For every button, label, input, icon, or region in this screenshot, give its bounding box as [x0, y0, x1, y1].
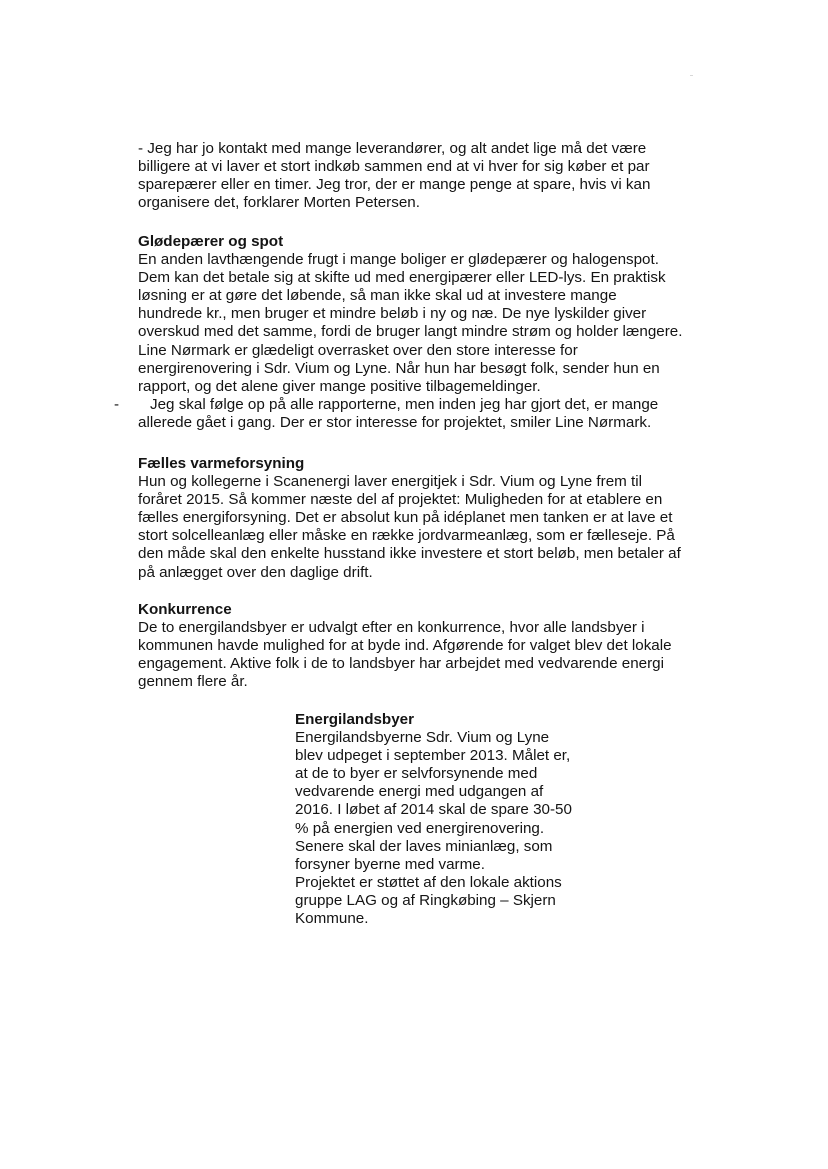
- text-line: gennem flere år.: [138, 673, 248, 691]
- quote-text: Jeg skal følge op på alle rapporterne, men inden jeg har gjort det, er mange: [150, 395, 659, 413]
- text-line: fælles energiforsyning. Det er absolut kun på idéplanet men tanken er at lave et: [138, 509, 673, 527]
- section-heading: Konkurrence: [138, 601, 232, 618]
- text-line: En anden lavthængende frugt i mange boliger er glødepærer og halogenspot.: [138, 251, 659, 269]
- text-line: engagement. Aktive folk i de to landsbyer har arbejdet med vedvarende energi: [138, 655, 664, 673]
- section-bulbs: [114, 233, 718, 432]
- scan-speck: [690, 75, 693, 76]
- section-heading: Fælles varmeforsyning: [138, 455, 305, 472]
- text-line: gruppe LAG og af Ringkøbing – Skjern: [295, 891, 556, 909]
- list-dash-marker: -: [114, 395, 120, 413]
- section-heading: Glødepærer og spot: [138, 233, 284, 250]
- quote-line: allerede gået i gang. Der er stor interesse for projektet, smiler Line Nørmark.: [138, 413, 652, 431]
- text-line: Kommune.: [295, 910, 369, 928]
- text-line: % på energien ved energirenovering.: [295, 819, 545, 837]
- text-line: Energilandsbyerne Sdr. Vium og Lyne: [295, 729, 550, 747]
- text-line: sparepærer eller en timer. Jeg tror, der er mange penge at spare, hvis vi kan: [138, 176, 651, 194]
- section-heating: [138, 455, 718, 582]
- text-line: - Jeg har jo kontakt med mange leverandører, og alt andet lige må det være: [138, 140, 647, 157]
- text-line: at de to byer er selvforsynende med: [295, 765, 538, 783]
- text-line: forsyner byerne med varme.: [295, 855, 485, 873]
- text-line: på anlægget over den daglige drift.: [138, 563, 373, 581]
- text-line: foråret 2015. Så kommer næste del af projektet: Muligheden for at etablere en: [138, 491, 663, 509]
- quote-line: [114, 395, 718, 414]
- text-line: 2016. I løbet af 2014 skal de spare 30-50: [295, 801, 572, 819]
- text-line: vedvarende energi med udgangen af: [295, 783, 544, 801]
- factbox-energy-villages: [295, 711, 595, 928]
- text-line: Hun og kollegerne i Scanenergi laver energitjek i Sdr. Vium og Lyne frem til: [138, 473, 642, 491]
- text-line: billigere at vi laver et stort indkøb sammen end at vi hver for sig køber et par: [138, 158, 650, 176]
- text-line: organisere det, forklarer Morten Petersen.: [138, 194, 420, 212]
- text-line: overskud med det samme, fordi de bruger langt mindre strøm og holder længere.: [138, 323, 683, 341]
- factbox-heading: Energilandsbyer: [295, 711, 415, 728]
- text-line: kommunen havde mulighed for at byde ind. Afgørende for valget blev det lokale: [138, 637, 672, 655]
- text-line: Projektet er støttet af den lokale aktions: [295, 873, 562, 891]
- text-line: energirenovering i Sdr. Vium og Lyne. Når hun har besøgt folk, sender hun en: [138, 359, 660, 377]
- text-line: Senere skal der laves minianlæg, som: [295, 837, 553, 855]
- text-line: Line Nørmark er glædeligt overrasket over den store interesse for: [138, 341, 578, 359]
- text-line: løsning er at gøre det løbende, så man ikke skal ud at investere mange: [138, 287, 617, 305]
- intro-quote-paragraph: [138, 140, 718, 212]
- text-line: blev udpeget i september 2013. Målet er,: [295, 747, 571, 765]
- text-line: Dem kan det betale sig at skifte ud med energipærer eller LED-lys. En praktisk: [138, 269, 666, 287]
- text-line: rapport, og det alene giver mange positive tilbagemeldinger.: [138, 377, 541, 395]
- text-line: hundrede kr., men bruger et mindre beløb i ny og næ. De nye lyskilder giver: [138, 305, 647, 323]
- text-line: stort solcelleanlæg eller måske en række jordvarmeanlæg, som er fælleseje. På: [138, 527, 675, 545]
- text-line: den måde skal den enkelte husstand ikke investere et stort beløb, men betaler af: [138, 545, 681, 563]
- section-competition: [138, 601, 718, 691]
- text-line: De to energilandsbyer er udvalgt efter en konkurrence, hvor alle landsbyer i: [138, 619, 645, 637]
